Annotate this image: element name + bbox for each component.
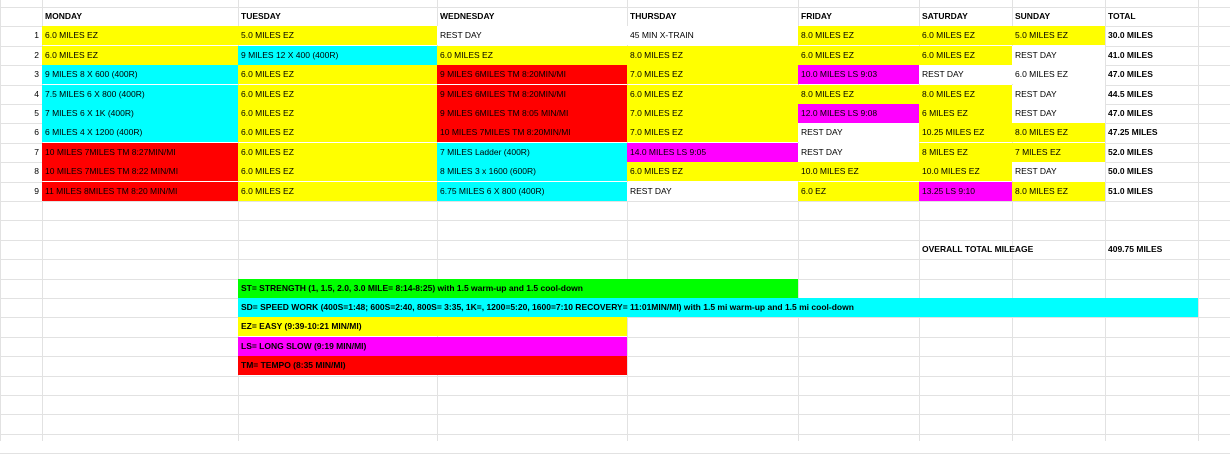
row-number[interactable]: 2 — [34, 50, 39, 60]
legend-long-slow[interactable]: LS= LONG SLOW (9:19 MIN/MI) — [238, 337, 627, 356]
workout-cell-sunday[interactable]: 5.0 MILES EZ — [1012, 26, 1105, 45]
workout-cell-tuesday[interactable]: 6.0 MILES EZ — [238, 104, 437, 123]
workout-cell-sunday[interactable]: 8.0 MILES EZ — [1012, 123, 1105, 142]
workout-cell-saturday[interactable]: 13.25 LS 9:10 — [919, 182, 1012, 201]
grid-line — [0, 376, 1230, 377]
column-header-saturday[interactable]: SATURDAY — [922, 11, 968, 21]
workout-cell-friday[interactable]: 6.0 MILES EZ — [798, 46, 919, 65]
weekly-total-cell[interactable]: 30.0 MILES — [1108, 30, 1153, 40]
workout-cell-wednesday[interactable]: REST DAY — [437, 26, 627, 45]
row-number[interactable]: 4 — [34, 89, 39, 99]
workout-cell-tuesday[interactable]: 6.0 MILES EZ — [238, 143, 437, 162]
workout-cell-saturday[interactable]: 6 MILES EZ — [919, 104, 1012, 123]
workout-cell-monday[interactable]: 7 MILES 6 X 1K (400R) — [42, 104, 238, 123]
workout-cell-monday[interactable]: 7.5 MILES 6 X 800 (400R) — [42, 85, 238, 104]
workout-cell-friday[interactable]: 8.0 MILES EZ — [798, 26, 919, 45]
workout-cell-tuesday[interactable]: 6.0 MILES EZ — [238, 123, 437, 142]
workout-cell-thursday[interactable]: 45 MIN X-TRAIN — [627, 26, 798, 45]
workout-cell-monday[interactable]: 6.0 MILES EZ — [42, 46, 238, 65]
workout-cell-friday[interactable]: 10.0 MILES LS 9:03 — [798, 65, 919, 84]
row-number[interactable]: 9 — [34, 186, 39, 196]
overall-total-value[interactable]: 409.75 MILES — [1108, 244, 1163, 254]
workout-cell-tuesday[interactable]: 6.0 MILES EZ — [238, 182, 437, 201]
workout-cell-thursday[interactable]: 7.0 MILES EZ — [627, 65, 798, 84]
column-header-sunday[interactable]: SUNDAY — [1015, 11, 1051, 21]
row-number[interactable]: 3 — [34, 69, 39, 79]
workout-cell-monday[interactable]: 10 MILES 7MILES TM 8:22 MIN/MI — [42, 162, 238, 181]
row-number[interactable]: 7 — [34, 147, 39, 157]
weekly-total-cell[interactable]: 47.25 MILES — [1108, 127, 1158, 137]
column-header-monday[interactable]: MONDAY — [45, 11, 82, 21]
row-number[interactable]: 8 — [34, 166, 39, 176]
row-number[interactable]: 6 — [34, 127, 39, 137]
weekly-total-cell[interactable]: 50.0 MILES — [1108, 166, 1153, 176]
workout-cell-saturday[interactable]: 10.25 MILES EZ — [919, 123, 1012, 142]
workout-cell-wednesday[interactable]: 8 MILES 3 x 1600 (600R) — [437, 162, 627, 181]
workout-cell-tuesday[interactable]: 6.0 MILES EZ — [238, 65, 437, 84]
weekly-total-cell[interactable]: 47.0 MILES — [1108, 108, 1153, 118]
workout-cell-saturday[interactable]: 6.0 MILES EZ — [919, 26, 1012, 45]
workout-cell-sunday[interactable]: 7 MILES EZ — [1012, 143, 1105, 162]
workout-cell-wednesday[interactable]: 9 MILES 6MILES TM 8:20MIN/MI — [437, 65, 627, 84]
weekly-total-cell[interactable]: 41.0 MILES — [1108, 50, 1153, 60]
workout-cell-friday[interactable]: 8.0 MILES EZ — [798, 85, 919, 104]
grid-line — [0, 434, 1230, 435]
column-header-friday[interactable]: FRIDAY — [801, 11, 832, 21]
column-header-total[interactable]: TOTAL — [1108, 11, 1136, 21]
workout-cell-sunday[interactable]: REST DAY — [1012, 85, 1105, 104]
workout-cell-thursday[interactable]: REST DAY — [627, 182, 798, 201]
workout-cell-friday[interactable]: REST DAY — [798, 143, 919, 162]
workout-cell-wednesday[interactable]: 10 MILES 7MILES TM 8:20MIN/MI — [437, 123, 627, 142]
workout-cell-tuesday[interactable]: 6.0 MILES EZ — [238, 85, 437, 104]
workout-cell-saturday[interactable]: 8 MILES EZ — [919, 143, 1012, 162]
workout-cell-monday[interactable]: 6.0 MILES EZ — [42, 26, 238, 45]
row-number[interactable]: 1 — [34, 30, 39, 40]
workout-cell-saturday[interactable]: 6.0 MILES EZ — [919, 46, 1012, 65]
grid-line — [0, 414, 1230, 415]
column-header-tuesday[interactable]: TUESDAY — [241, 11, 281, 21]
legend-strength[interactable]: ST= STRENGTH (1, 1.5, 2.0, 3.0 MILE= 8:14-8:25) with 1.5 warm-up and 1.5 cool-down — [238, 279, 798, 298]
legend-tempo[interactable]: TM= TEMPO (8:35 MIN/MI) — [238, 356, 627, 375]
legend-easy[interactable]: EZ= EASY (9:39-10:21 MIN/MI) — [238, 317, 627, 336]
weekly-total-cell[interactable]: 47.0 MILES — [1108, 69, 1153, 79]
workout-cell-thursday[interactable]: 6.0 MILES EZ — [627, 85, 798, 104]
workout-cell-wednesday[interactable]: 7 MILES Ladder (400R) — [437, 143, 627, 162]
weekly-total-cell[interactable]: 52.0 MILES — [1108, 147, 1153, 157]
workout-cell-saturday[interactable]: REST DAY — [919, 65, 1012, 84]
workout-cell-thursday[interactable]: 8.0 MILES EZ — [627, 46, 798, 65]
workout-cell-wednesday[interactable]: 9 MILES 6MILES TM 8:05 MIN/MI — [437, 104, 627, 123]
workout-cell-friday[interactable]: REST DAY — [798, 123, 919, 142]
workout-cell-sunday[interactable]: 6.0 MILES EZ — [1012, 65, 1105, 84]
grid-line — [0, 201, 1230, 202]
workout-cell-tuesday[interactable]: 5.0 MILES EZ — [238, 26, 437, 45]
weekly-total-cell[interactable]: 51.0 MILES — [1108, 186, 1153, 196]
workout-cell-wednesday[interactable]: 6.0 MILES EZ — [437, 46, 627, 65]
workout-cell-monday[interactable]: 11 MILES 8MILES TM 8:20 MIN/MI — [42, 182, 238, 201]
grid-line — [0, 259, 1230, 260]
workout-cell-wednesday[interactable]: 9 MILES 6MILES TM 8:20MIN/MI — [437, 85, 627, 104]
workout-cell-tuesday[interactable]: 6.0 MILES EZ — [238, 162, 437, 181]
workout-cell-sunday[interactable]: REST DAY — [1012, 104, 1105, 123]
workout-cell-saturday[interactable]: 10.0 MILES EZ — [919, 162, 1012, 181]
workout-cell-friday[interactable]: 6.0 EZ — [798, 182, 919, 201]
workout-cell-thursday[interactable]: 7.0 MILES EZ — [627, 104, 798, 123]
workout-cell-thursday[interactable]: 7.0 MILES EZ — [627, 123, 798, 142]
column-header-thursday[interactable]: THURSDAY — [630, 11, 677, 21]
workout-cell-sunday[interactable]: 8.0 MILES EZ — [1012, 182, 1105, 201]
workout-cell-thursday[interactable]: 14.0 MILES LS 9:05 — [627, 143, 798, 162]
workout-cell-tuesday[interactable]: 9 MILES 12 X 400 (400R) — [238, 46, 437, 65]
overall-total-label[interactable]: OVERALL TOTAL MILEAGE — [922, 244, 1034, 254]
workout-cell-saturday[interactable]: 8.0 MILES EZ — [919, 85, 1012, 104]
workout-cell-thursday[interactable]: 6.0 MILES EZ — [627, 162, 798, 181]
workout-cell-monday[interactable]: 10 MILES 7MILES TM 8:27MIN/MI — [42, 143, 238, 162]
workout-cell-sunday[interactable]: REST DAY — [1012, 46, 1105, 65]
legend-speed[interactable]: SD= SPEED WORK (400S=1:48; 600S=2:40, 800S= 3:35, 1K=, 1200=5:20, 1600=7:10 RECOVERY= 11:01MIN/MI) with 1.5 mi warm-up and 1.5 mi cool-down — [238, 298, 1198, 317]
workout-cell-monday[interactable]: 6 MILES 4 X 1200 (400R) — [42, 123, 238, 142]
workout-cell-sunday[interactable]: REST DAY — [1012, 162, 1105, 181]
row-number[interactable]: 5 — [34, 108, 39, 118]
workout-cell-monday[interactable]: 9 MILES 8 X 600 (400R) — [42, 65, 238, 84]
grid-line — [0, 395, 1230, 396]
column-header-wednesday[interactable]: WEDNESDAY — [440, 11, 495, 21]
workout-cell-wednesday[interactable]: 6.75 MILES 6 X 800 (400R) — [437, 182, 627, 201]
workout-cell-friday[interactable]: 10.0 MILES EZ — [798, 162, 919, 181]
weekly-total-cell[interactable]: 44.5 MILES — [1108, 89, 1153, 99]
grid-line — [0, 220, 1230, 221]
workout-cell-friday[interactable]: 12.0 MILES LS 9:08 — [798, 104, 919, 123]
